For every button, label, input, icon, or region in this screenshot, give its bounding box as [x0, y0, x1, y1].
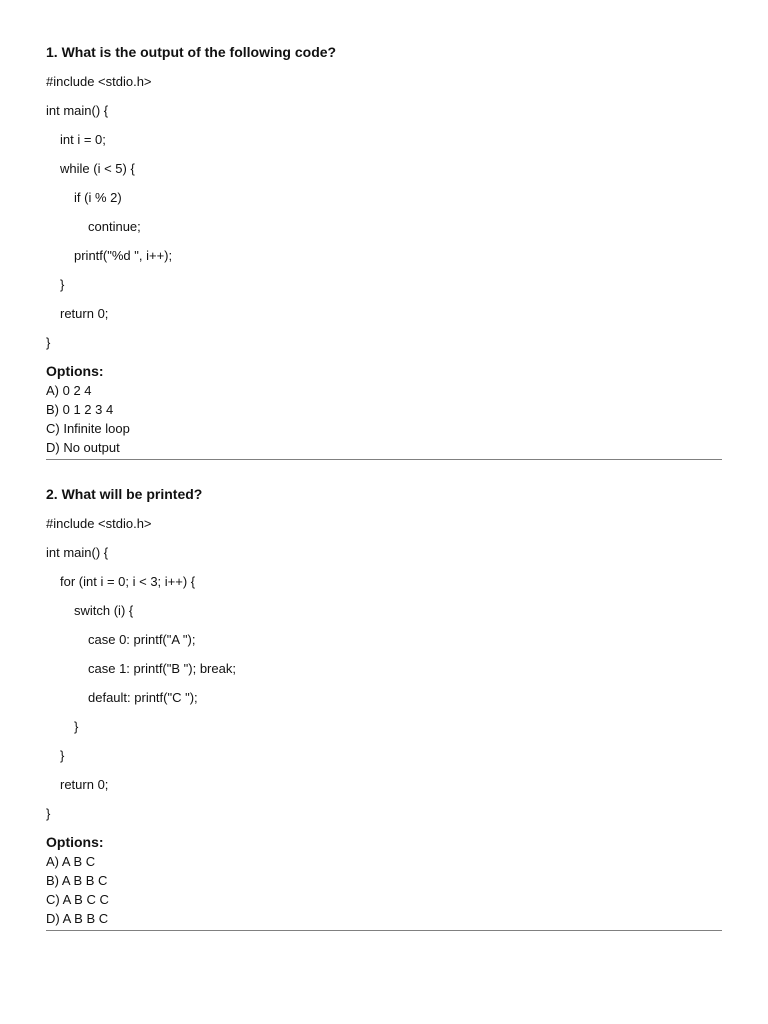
divider [46, 459, 722, 460]
divider [46, 930, 722, 931]
option-b: B) 0 1 2 3 4 [46, 402, 114, 417]
option-b: B) A B B C [46, 873, 108, 888]
code-line: continue; [88, 219, 141, 234]
options-label: Options: [46, 834, 104, 850]
code-line: int i = 0; [60, 132, 106, 147]
option-c: C) Infinite loop [46, 421, 130, 436]
option-a: A) A B C [46, 854, 96, 869]
options-label: Options: [46, 363, 104, 379]
code-line: } [46, 335, 51, 350]
code-line: while (i < 5) { [60, 161, 135, 176]
code-line: int main() { [46, 545, 109, 560]
code-line: switch (i) { [74, 603, 134, 618]
code-block [46, 514, 722, 833]
code-line: int main() { [46, 103, 109, 118]
question-2 [46, 484, 722, 931]
question-title: 1. What is the output of the following code? [46, 44, 337, 60]
code-line: } [60, 748, 65, 763]
code-line: return 0; [60, 777, 109, 792]
option-d: D) No output [46, 440, 120, 455]
code-line: if (i % 2) [74, 190, 122, 205]
code-line: printf("%d ", i++); [74, 248, 173, 263]
question-title: 2. What will be printed? [46, 486, 203, 502]
code-block [46, 72, 722, 362]
code-line: } [74, 719, 79, 734]
option-a: A) 0 2 4 [46, 383, 92, 398]
code-line: case 0: printf("A "); [88, 632, 196, 647]
code-line: default: printf("C "); [88, 690, 198, 705]
code-line: #include <stdio.h> [46, 74, 152, 89]
option-c: C) A B C C [46, 892, 109, 907]
option-d: D) A B B C [46, 911, 109, 926]
code-line: return 0; [60, 306, 109, 321]
code-line: case 1: printf("B "); break; [88, 661, 236, 676]
code-line: for (int i = 0; i < 3; i++) { [60, 574, 196, 589]
code-line: } [46, 806, 51, 821]
code-line: #include <stdio.h> [46, 516, 152, 531]
question-1 [46, 42, 722, 460]
code-line: } [60, 277, 65, 292]
